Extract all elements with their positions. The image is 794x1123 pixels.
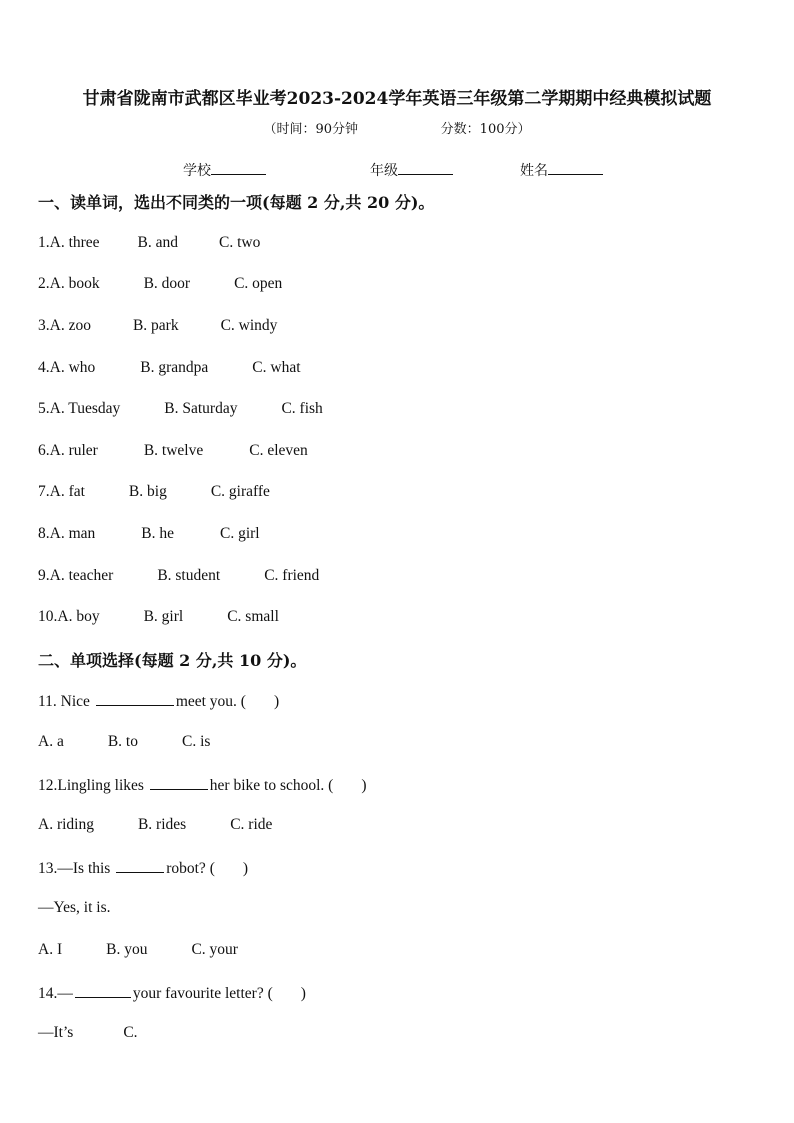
option-a: A. Tuesday bbox=[49, 400, 121, 417]
option-c: C. friend bbox=[264, 567, 320, 584]
answer-blank[interactable] bbox=[75, 983, 131, 998]
option-c: C. open bbox=[234, 275, 283, 292]
option-c: C. giraffe bbox=[210, 483, 270, 500]
option-a: A. ruler bbox=[49, 442, 98, 459]
option-a: A. I bbox=[38, 941, 63, 958]
question-stem-start: 12.Lingling likes bbox=[38, 777, 148, 794]
question-number: 4. bbox=[38, 359, 50, 376]
question-stem-end: robot? ( bbox=[166, 860, 215, 877]
answer-blank[interactable] bbox=[150, 775, 208, 790]
option-a: A. three bbox=[49, 234, 100, 251]
question-number: 2. bbox=[38, 275, 50, 292]
option-b: B. rides bbox=[137, 816, 187, 833]
answer-paren-close: ) bbox=[242, 860, 249, 877]
answer-paren-close: ) bbox=[300, 985, 306, 1002]
question-stem-end: meet you. ( bbox=[175, 693, 246, 710]
answer-paren-close: ) bbox=[361, 777, 367, 794]
option-b: B. big bbox=[128, 483, 167, 500]
question-stem-start: 14.— bbox=[38, 985, 73, 1002]
option-c: C. what bbox=[252, 359, 301, 376]
option-c: C. two bbox=[219, 234, 261, 251]
option-c: C. small bbox=[227, 608, 279, 625]
option-a: A. zoo bbox=[49, 317, 91, 334]
school-blank[interactable] bbox=[211, 160, 266, 175]
grade-field[interactable] bbox=[370, 160, 453, 180]
question-stem-start: 11. Nice bbox=[38, 693, 94, 710]
question-4 bbox=[38, 359, 301, 377]
question-10 bbox=[38, 608, 279, 626]
option-b: B. Saturday bbox=[164, 400, 238, 417]
question-5 bbox=[38, 400, 323, 418]
question-11 bbox=[38, 691, 279, 711]
section2-heading: 二、单项选择(每题 2 分,共 10 分)。 bbox=[38, 651, 307, 670]
question-6 bbox=[38, 442, 308, 460]
question-12 bbox=[38, 775, 367, 795]
question-13 bbox=[38, 858, 248, 878]
school-field[interactable] bbox=[183, 160, 266, 180]
option-b: B. girl bbox=[143, 608, 184, 625]
option-a: A. a bbox=[38, 733, 64, 750]
option-b: B. twelve bbox=[143, 442, 204, 459]
question-14 bbox=[38, 983, 306, 1003]
option-c: C. ride bbox=[230, 816, 273, 833]
question-number: 3. bbox=[38, 317, 50, 334]
question-number: 10. bbox=[38, 608, 58, 625]
question-11-options bbox=[38, 733, 210, 751]
question-13-reply: —Yes, it is. bbox=[38, 899, 111, 916]
exam-title: 甘肃省陇南市武都区毕业考2023-2024学年英语三年级第二学期期中经典模拟试题 bbox=[82, 89, 712, 109]
option-b: B. he bbox=[141, 525, 174, 542]
grade-blank[interactable] bbox=[398, 160, 453, 175]
student-info-fields bbox=[0, 160, 794, 180]
name-blank[interactable] bbox=[548, 160, 603, 175]
question-number: 5. bbox=[38, 400, 50, 417]
section1-heading: 一、读单词，选出不同类的一项(每题 2 分,共 20 分)。 bbox=[38, 193, 435, 212]
time-score-info: （时间：90分钟 分数：100分） bbox=[263, 122, 531, 137]
question-stem-start: 13.—Is this bbox=[38, 860, 115, 877]
question-2 bbox=[38, 275, 282, 293]
option-c: C. bbox=[123, 1024, 138, 1041]
option-b: B. door bbox=[143, 275, 191, 292]
question-number: 6. bbox=[38, 442, 50, 459]
question-stem-end: her bike to school. ( bbox=[209, 777, 334, 794]
option-c: C. girl bbox=[219, 525, 260, 542]
question-number: 7. bbox=[38, 483, 50, 500]
school-label: 学校 bbox=[183, 163, 211, 179]
answer-blank[interactable] bbox=[116, 858, 164, 873]
option-a: A. riding bbox=[38, 816, 94, 833]
option-c: C. your bbox=[191, 941, 238, 958]
question-1 bbox=[38, 234, 260, 252]
option-a: A. who bbox=[49, 359, 96, 376]
name-field[interactable] bbox=[520, 160, 603, 180]
option-a: A. book bbox=[49, 275, 100, 292]
question-3 bbox=[38, 317, 277, 335]
question-7 bbox=[38, 483, 270, 501]
option-a: A. fat bbox=[49, 483, 85, 500]
option-b: B. park bbox=[132, 317, 179, 334]
option-b: B. and bbox=[137, 234, 179, 251]
option-a: A. teacher bbox=[49, 567, 114, 584]
answer-blank[interactable] bbox=[96, 691, 174, 706]
option-c: C. is bbox=[181, 733, 211, 750]
question-13-options bbox=[38, 941, 238, 959]
reply-text: —It’s bbox=[38, 1024, 74, 1041]
option-c: C. windy bbox=[220, 317, 278, 334]
question-14-reply bbox=[38, 1024, 138, 1042]
option-b: B. you bbox=[106, 941, 148, 958]
question-number: 1. bbox=[38, 234, 50, 251]
answer-paren-close: ) bbox=[273, 693, 280, 710]
option-b: B. to bbox=[107, 733, 138, 750]
option-a: A. man bbox=[49, 525, 96, 542]
option-b: B. grandpa bbox=[140, 359, 209, 376]
question-9 bbox=[38, 567, 319, 585]
question-number: 8. bbox=[38, 525, 50, 542]
grade-label: 年级 bbox=[370, 163, 398, 179]
option-b: B. student bbox=[157, 567, 221, 584]
question-8 bbox=[38, 525, 260, 543]
option-c: C. fish bbox=[281, 400, 323, 417]
option-a: A. boy bbox=[57, 608, 100, 625]
question-number: 9. bbox=[38, 567, 50, 584]
name-label: 姓名 bbox=[520, 163, 548, 179]
option-c: C. eleven bbox=[249, 442, 308, 459]
question-12-options bbox=[38, 816, 272, 834]
question-stem-end: your favourite letter? ( bbox=[132, 985, 273, 1002]
